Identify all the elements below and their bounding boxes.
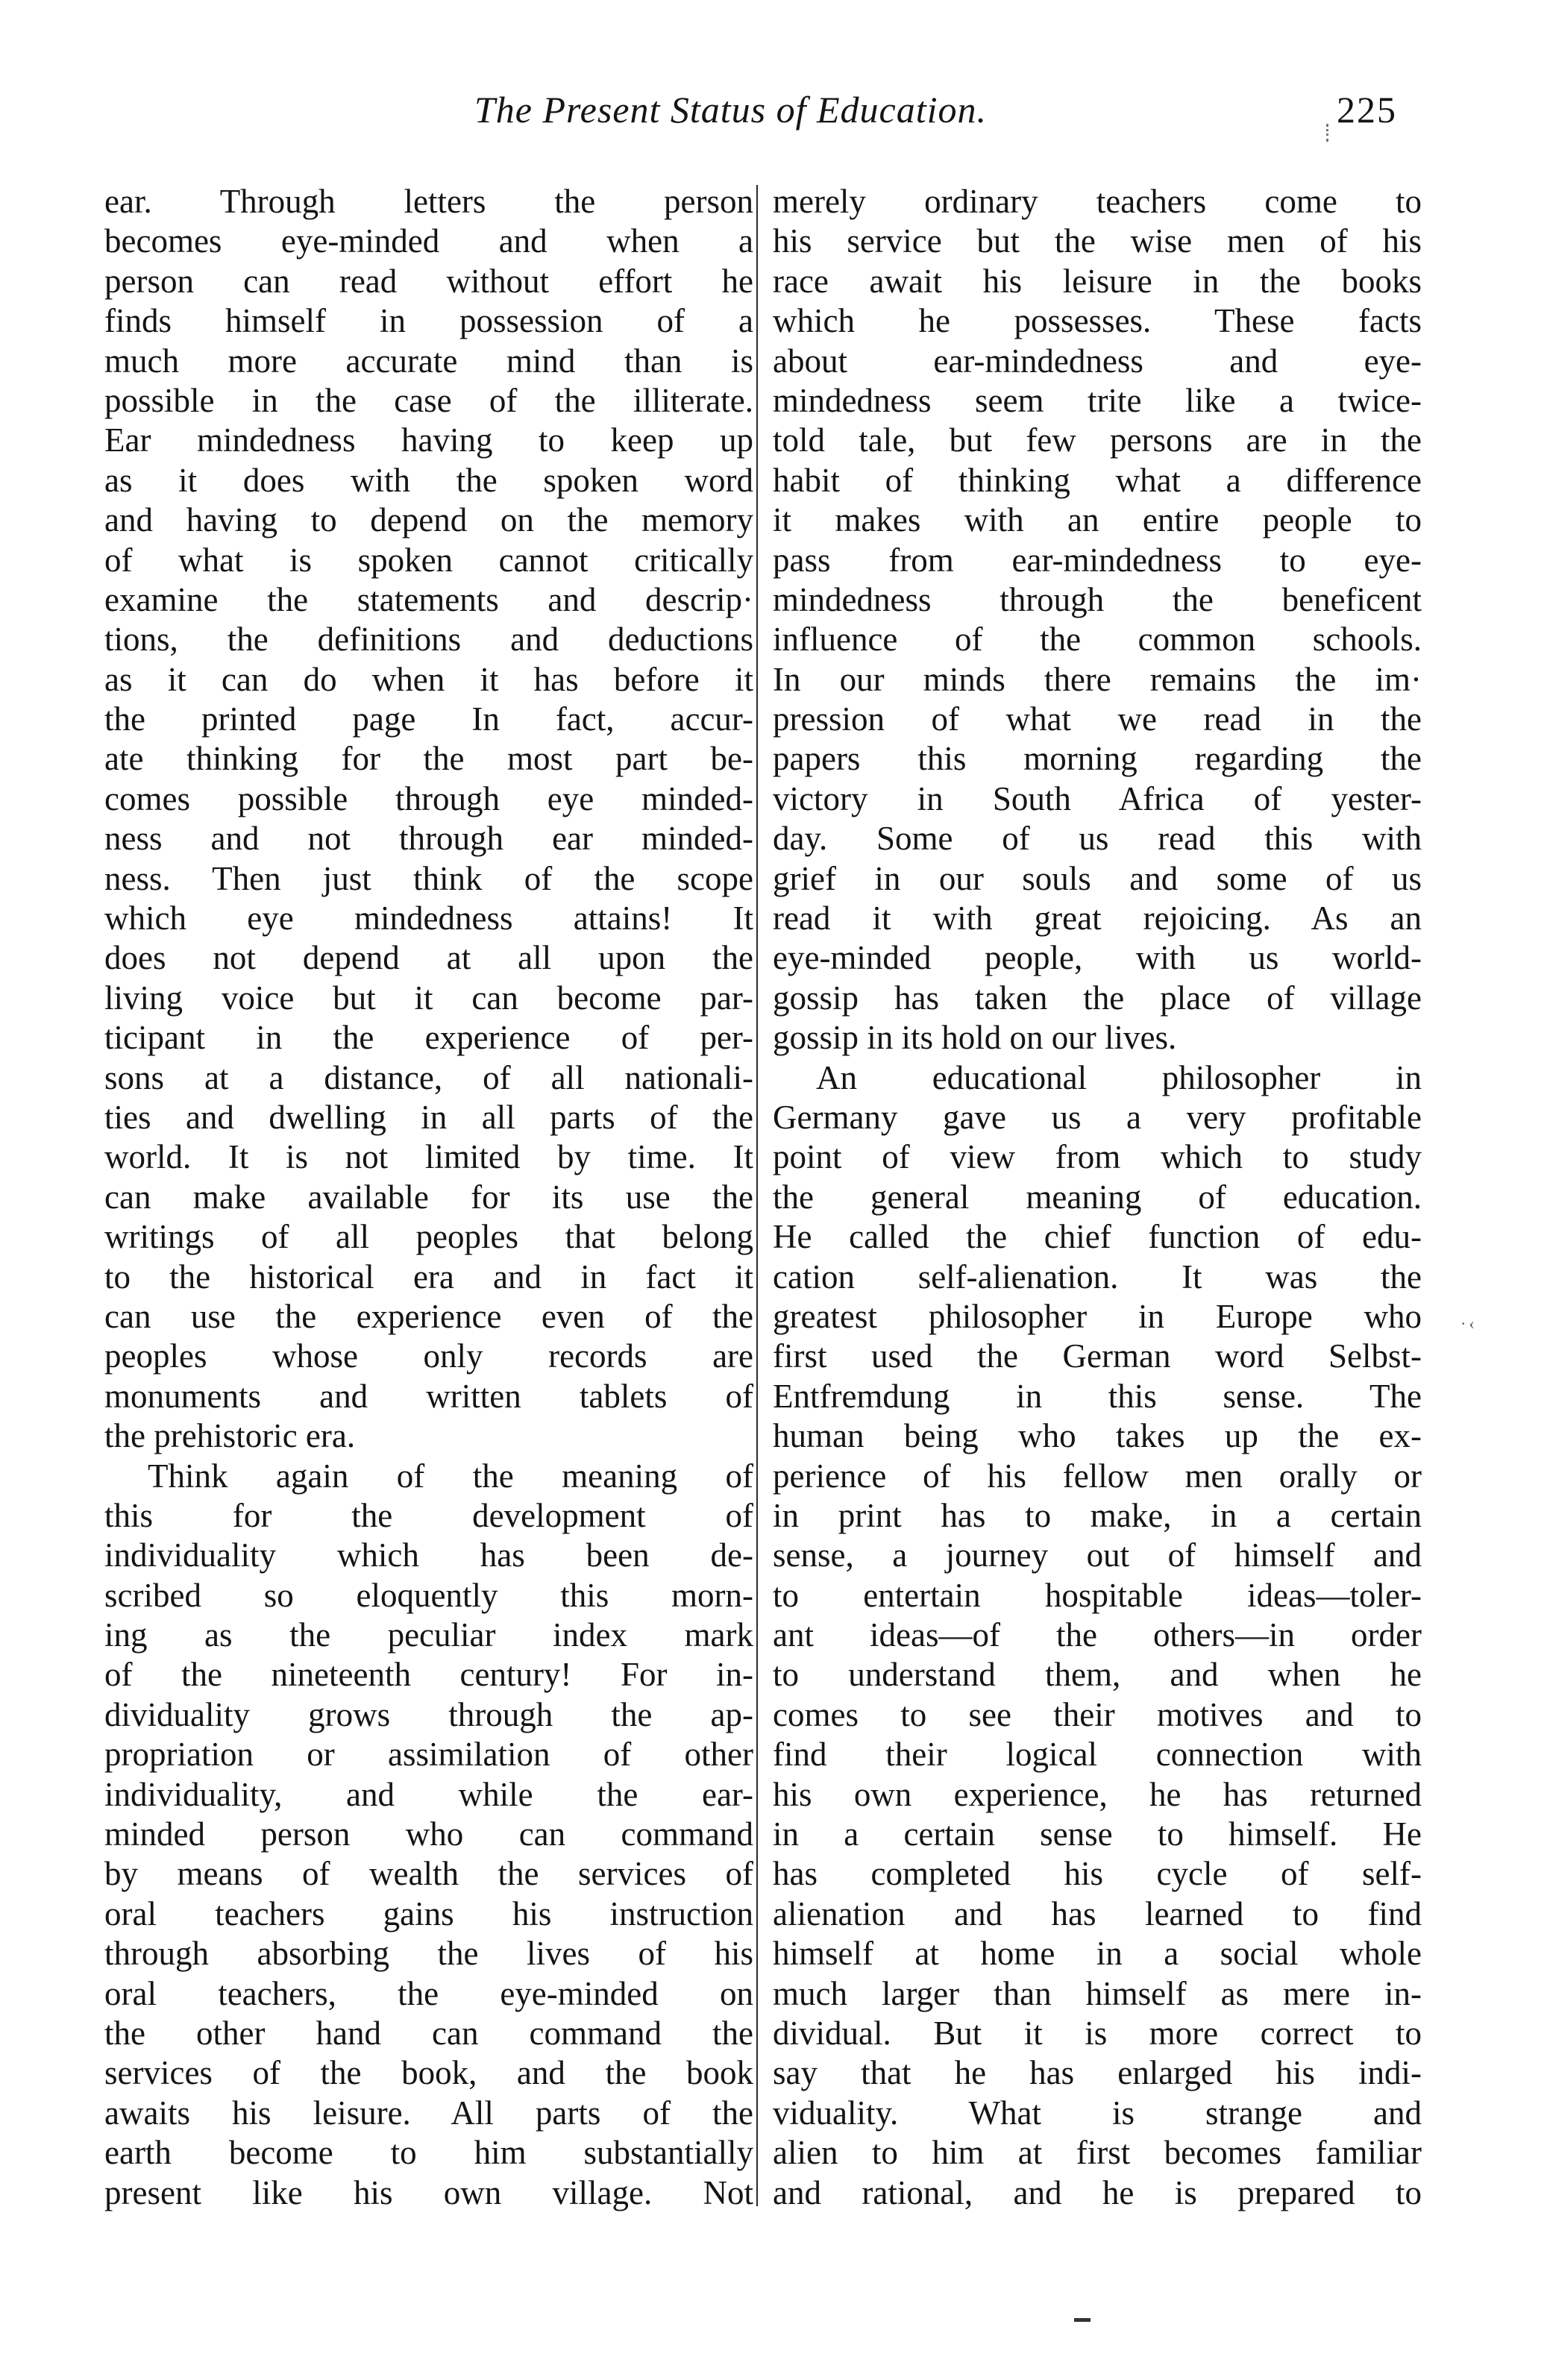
- text-line: of what is spoken cannot critically: [104, 541, 753, 579]
- text-line: it makes with an entire people to: [773, 501, 1422, 539]
- header-dot-marks: [1326, 124, 1331, 142]
- text-line: merely ordinary teachers come to: [773, 183, 1422, 220]
- text-line: possible in the case of the illiterate.: [104, 381, 753, 419]
- text-line: to entertain hospitable ideas—toler-: [773, 1576, 1422, 1614]
- text-line: Ear mindedness having to keep up: [104, 421, 753, 459]
- text-line: oral teachers gains his instruction: [104, 1894, 753, 1932]
- text-line: first used the German word Selbst-: [773, 1337, 1422, 1375]
- text-line: can use the experience even of the: [104, 1297, 753, 1335]
- text-line: An educational philosopher in: [816, 1058, 1422, 1096]
- text-line: which eye mindedness attains! It: [104, 899, 753, 938]
- text-line: dividuality grows through the ap-: [104, 1695, 753, 1733]
- text-line: He called the chief function of edu-: [773, 1218, 1422, 1256]
- text-line: dividual. But it is more correct to: [773, 2014, 1422, 2052]
- text-line: pression of what we read in the: [773, 700, 1422, 738]
- text-line: much more accurate mind than is: [104, 342, 753, 380]
- text-line: ear. Through letters the person: [104, 183, 753, 220]
- text-line: sons at a distance, of all nationali-: [104, 1058, 753, 1096]
- text-line: as it does with the spoken word: [104, 461, 753, 499]
- text-line: as it can do when it has before it: [104, 660, 753, 698]
- text-line: this for the development of: [104, 1496, 753, 1534]
- text-line: finds himself in possession of a: [104, 302, 753, 340]
- text-line: ness. Then just think of the scope: [104, 859, 753, 897]
- text-line: about ear-mindedness and eye-: [773, 342, 1422, 380]
- text-line: the printed page In fact, accur-: [104, 700, 753, 738]
- text-line: the general meaning of education.: [773, 1178, 1422, 1216]
- text-line: monuments and written tablets of: [104, 1377, 753, 1415]
- text-line: to understand them, and when he: [773, 1656, 1422, 1694]
- text-line: and having to depend on the memory: [104, 501, 753, 539]
- text-line: eye-minded people, with us world-: [773, 939, 1422, 977]
- text-line: ant ideas—of the others—in order: [773, 1616, 1422, 1654]
- text-line: mindedness seem trite like a twice-: [773, 381, 1422, 419]
- text-line: Entfremdung in this sense. The: [773, 1377, 1422, 1415]
- text-line: propriation or assimilation of other: [104, 1736, 753, 1774]
- text-line: papers this morning regarding the: [773, 740, 1422, 778]
- text-line: In our minds there remains the im·: [773, 660, 1422, 698]
- text-line: Think again of the meaning of: [148, 1457, 753, 1495]
- left-text-column: [104, 182, 753, 2213]
- text-line: greatest philosopher in Europe who: [773, 1297, 1422, 1335]
- text-line: point of view from which to study: [773, 1138, 1422, 1176]
- text-line: can make available for its use the: [104, 1178, 753, 1216]
- text-line: to the historical era and in fact it: [104, 1257, 753, 1296]
- text-line: read it with great rejoicing. As an: [773, 899, 1422, 938]
- text-line: human being who takes up the ex-: [773, 1417, 1422, 1455]
- text-line: has completed his cycle of self-: [773, 1855, 1422, 1893]
- text-line: much larger than himself as mere in-: [773, 1974, 1422, 2012]
- text-line: day. Some of us read this with: [773, 820, 1422, 858]
- text-line: comes possible through eye minded-: [104, 779, 753, 817]
- page-number: 225: [1337, 89, 1397, 131]
- text-line: alienation and has learned to find: [773, 1894, 1422, 1932]
- text-line: scribed so eloquently this morn-: [104, 1576, 753, 1614]
- text-line: say that he has enlarged his indi-: [773, 2054, 1422, 2092]
- text-line: present like his own village. Not: [104, 2173, 753, 2211]
- text-line: earth become to him substantially: [104, 2134, 753, 2172]
- text-line: himself at home in a social whole: [773, 1935, 1422, 1973]
- text-line: in print has to make, in a certain: [773, 1496, 1422, 1534]
- text-line: sense, a journey out of himself and: [773, 1536, 1422, 1574]
- text-line: in a certain sense to himself. He: [773, 1815, 1422, 1853]
- right-text-column: [773, 182, 1422, 2213]
- text-line: Germany gave us a very profitable: [773, 1098, 1422, 1136]
- text-line: and rational, and he is prepared to: [773, 2173, 1422, 2211]
- text-line: race await his leisure in the books: [773, 262, 1422, 300]
- text-line: awaits his leisure. All parts of the: [104, 2094, 753, 2132]
- text-line: writings of all peoples that belong: [104, 1218, 753, 1256]
- text-line: viduality. What is strange and: [773, 2094, 1422, 2132]
- text-line: of the nineteenth century! For in-: [104, 1656, 753, 1694]
- text-line: comes to see their motives and to: [773, 1695, 1422, 1733]
- text-line: mindedness through the beneficent: [773, 580, 1422, 618]
- text-line: does not depend at all upon the: [104, 939, 753, 977]
- text-line: victory in South Africa of yester-: [773, 779, 1422, 817]
- text-line: grief in our souls and some of us: [773, 859, 1422, 897]
- text-line: his own experience, he has returned: [773, 1775, 1422, 1813]
- text-line: services of the book, and the book: [104, 2054, 753, 2092]
- text-line: the prehistoric era.: [104, 1417, 356, 1455]
- text-line: minded person who can command: [104, 1815, 753, 1853]
- text-line: his service but the wise men of his: [773, 222, 1422, 260]
- text-line: examine the statements and descrip·: [104, 580, 753, 618]
- text-line: perience of his fellow men orally or: [773, 1457, 1422, 1495]
- text-line: which he possesses. These facts: [773, 302, 1422, 340]
- text-line: habit of thinking what a difference: [773, 461, 1422, 499]
- text-line: find their logical connection with: [773, 1736, 1422, 1774]
- text-line: becomes eye-minded and when a: [104, 222, 753, 260]
- running-head-title: The Present Status of Education.: [474, 89, 988, 131]
- text-line: tions, the definitions and deductions: [104, 621, 753, 659]
- text-line: world. It is not limited by time. It: [104, 1138, 753, 1176]
- text-line: gossip has taken the place of village: [773, 979, 1422, 1017]
- margin-speck-mark: ·‹: [1460, 1314, 1478, 1333]
- text-line: the other hand can command the: [104, 2014, 753, 2052]
- text-line: by means of wealth the services of: [104, 1855, 753, 1893]
- text-line: living voice but it can become par-: [104, 979, 753, 1017]
- text-line: oral teachers, the eye-minded on: [104, 1974, 753, 2012]
- text-line: alien to him at first becomes familiar: [773, 2134, 1422, 2172]
- footer-dash-mark: [1074, 2318, 1091, 2322]
- text-line: ing as the peculiar index mark: [104, 1616, 753, 1654]
- text-line: pass from ear-mindedness to eye-: [773, 541, 1422, 579]
- text-line: ties and dwelling in all parts of the: [104, 1098, 753, 1136]
- text-line: ate thinking for the most part be-: [104, 740, 753, 778]
- column-divider-rule: [756, 185, 758, 2206]
- text-line: cation self-alienation. It was the: [773, 1257, 1422, 1296]
- text-line: ness and not through ear minded-: [104, 820, 753, 858]
- text-line: told tale, but few persons are in the: [773, 421, 1422, 459]
- text-line: individuality which has been de-: [104, 1536, 753, 1574]
- text-line: influence of the common schools.: [773, 621, 1422, 659]
- text-line: individuality, and while the ear-: [104, 1775, 753, 1813]
- text-line: person can read without effort he: [104, 262, 753, 300]
- text-line: peoples whose only records are: [104, 1337, 753, 1375]
- text-line: gossip in its hold on our lives.: [773, 1019, 1177, 1057]
- text-line: through absorbing the lives of his: [104, 1935, 753, 1973]
- text-line: ticipant in the experience of per-: [104, 1019, 753, 1057]
